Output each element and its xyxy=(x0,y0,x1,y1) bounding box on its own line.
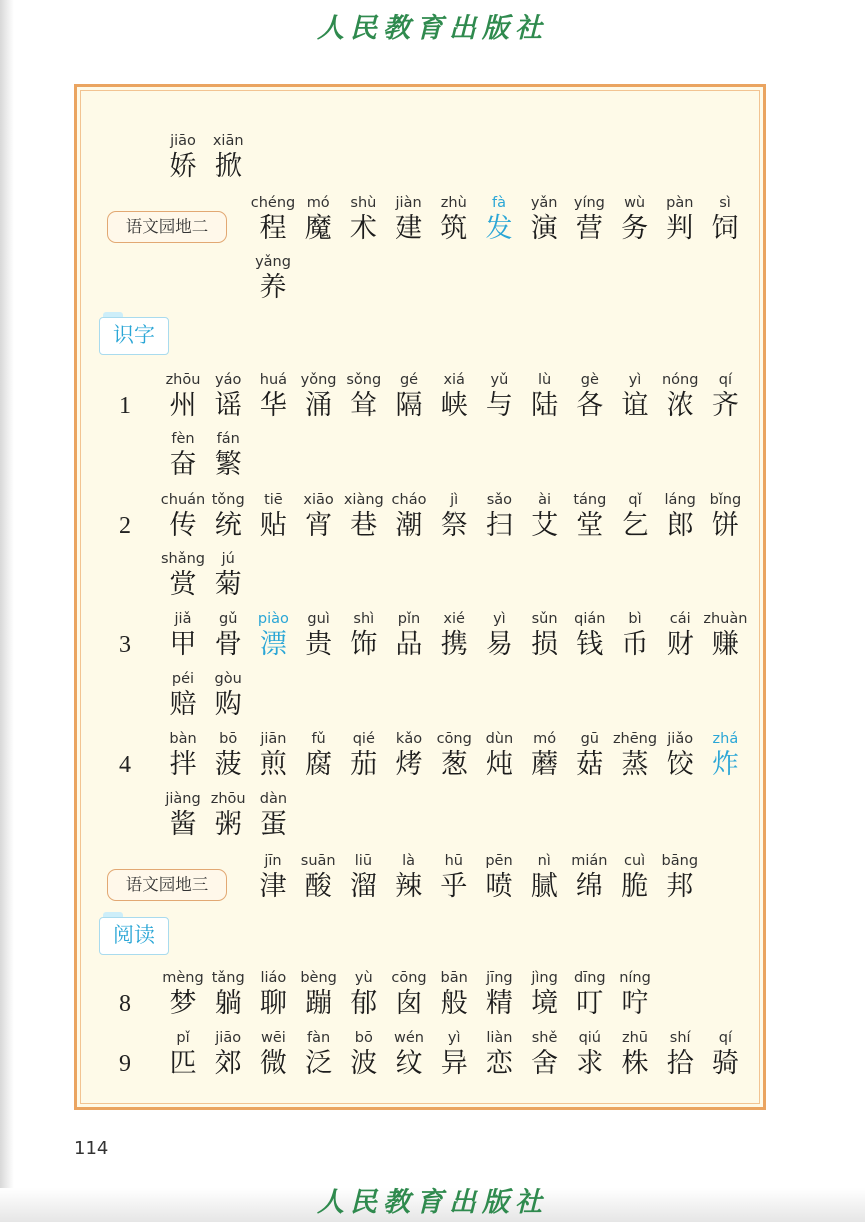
hanzi: 纹 xyxy=(395,1048,423,1079)
lesson-number: 8 xyxy=(119,991,131,1017)
hanzi: 陆 xyxy=(531,390,559,421)
lesson-number: 2 xyxy=(119,513,131,539)
hanzi: 谣 xyxy=(214,390,242,421)
hanzi: 堂 xyxy=(576,510,604,541)
pinyin: dùn xyxy=(485,731,514,747)
pinyin: zhuàn xyxy=(703,611,748,627)
hanzi: 乎 xyxy=(440,871,468,902)
pinyin: tǎng xyxy=(211,970,245,986)
hanzi: 漂 xyxy=(259,629,287,660)
hanzi: 赚 xyxy=(711,629,739,660)
hanzi: 菠 xyxy=(214,749,242,780)
pinyin: yì xyxy=(447,1030,461,1046)
pinyin: láng xyxy=(664,492,696,508)
hanzi: 赏 xyxy=(169,569,197,600)
pinyin: xiān xyxy=(212,133,244,149)
pinyin: yíng xyxy=(573,195,605,211)
pinyin: shì xyxy=(353,611,375,627)
pinyin: jiāo xyxy=(215,1030,242,1046)
character-entry xyxy=(658,852,702,912)
character-entry xyxy=(206,550,250,610)
lesson-row xyxy=(77,1029,769,1089)
hanzi: 煎 xyxy=(259,749,287,780)
pinyin: jiāo xyxy=(170,133,196,149)
unit-heading-tag: 识字 xyxy=(99,317,169,355)
hanzi: 蛋 xyxy=(259,809,287,840)
hanzi: 传 xyxy=(169,510,197,541)
pinyin: mó xyxy=(533,731,557,747)
pinyin: tiē xyxy=(264,492,283,508)
hanzi: 腻 xyxy=(530,871,558,902)
hanzi: 甲 xyxy=(169,629,197,660)
lesson-row xyxy=(77,730,769,790)
pinyin: cōng xyxy=(436,731,472,747)
hanzi: 统 xyxy=(214,510,242,541)
continuation-row xyxy=(77,253,769,313)
hanzi: 脆 xyxy=(621,871,649,902)
hanzi: 叮 xyxy=(576,988,604,1019)
hanzi: 宵 xyxy=(305,510,333,541)
hanzi: 喷 xyxy=(485,871,513,902)
pinyin: liàn xyxy=(486,1030,513,1046)
hanzi: 躺 xyxy=(214,988,242,1019)
pinyin: gé xyxy=(399,372,419,388)
hanzi: 发 xyxy=(485,213,513,244)
hanzi: 骨 xyxy=(214,629,242,660)
language-garden-label: 语文园地三 xyxy=(107,869,227,901)
character-entry xyxy=(703,730,747,790)
pinyin: zhū xyxy=(622,1030,648,1046)
hanzi: 程 xyxy=(259,213,287,244)
lesson-number: 3 xyxy=(119,632,131,658)
hanzi: 匹 xyxy=(169,1048,197,1079)
hanzi: 涌 xyxy=(305,390,333,421)
hanzi: 炸 xyxy=(711,749,739,780)
pinyin: xié xyxy=(443,611,465,627)
pinyin: jì xyxy=(450,492,459,508)
hanzi: 购 xyxy=(214,689,242,720)
pinyin: fèn xyxy=(171,431,195,447)
pinyin: xiàng xyxy=(343,492,384,508)
hanzi: 隔 xyxy=(395,390,423,421)
pinyin: zhōu xyxy=(165,372,201,388)
character-entry xyxy=(206,670,250,730)
pinyin: shù xyxy=(350,195,377,211)
pinyin: jiān xyxy=(260,731,287,747)
lesson-row xyxy=(77,969,769,1029)
pinyin: xiá xyxy=(443,372,465,388)
pinyin: fàn xyxy=(307,1030,331,1046)
hanzi: 筑 xyxy=(440,213,468,244)
pinyin: qǐ xyxy=(628,492,642,508)
hanzi: 品 xyxy=(395,629,423,660)
pinyin: cuì xyxy=(623,853,646,869)
pinyin: yǒng xyxy=(300,372,337,388)
pinyin: qián xyxy=(574,611,606,627)
garden-row xyxy=(77,852,769,912)
hanzi: 菊 xyxy=(214,569,242,600)
pinyin: ài xyxy=(538,492,552,508)
pinyin: qí xyxy=(718,1030,732,1046)
pinyin: yù xyxy=(354,970,373,986)
hanzi: 华 xyxy=(259,390,287,421)
hanzi: 齐 xyxy=(711,390,739,421)
pinyin: chéng xyxy=(250,195,296,211)
hanzi: 演 xyxy=(530,213,558,244)
hanzi: 梦 xyxy=(169,988,197,1019)
hanzi: 聊 xyxy=(259,988,287,1019)
hanzi: 魔 xyxy=(304,213,332,244)
hanzi: 务 xyxy=(621,213,649,244)
hanzi: 祭 xyxy=(440,510,468,541)
pinyin: liáo xyxy=(260,970,287,986)
hanzi: 拌 xyxy=(169,749,197,780)
pinyin: yǔ xyxy=(490,372,509,388)
character-entry xyxy=(613,969,657,1029)
hanzi: 繁 xyxy=(214,449,242,480)
hanzi: 菇 xyxy=(576,749,604,780)
pinyin: suān xyxy=(300,853,336,869)
hanzi: 贵 xyxy=(305,629,333,660)
pinyin: là xyxy=(402,853,416,869)
pinyin: zhēng xyxy=(612,731,658,747)
hanzi: 绵 xyxy=(575,871,603,902)
page-edge-shadow xyxy=(0,0,14,1222)
pinyin: huá xyxy=(259,372,288,388)
pinyin: cái xyxy=(669,611,691,627)
pinyin: pǐ xyxy=(176,1030,190,1046)
hanzi: 蒸 xyxy=(621,749,649,780)
hanzi: 蹦 xyxy=(305,988,333,1019)
pinyin: sǔn xyxy=(531,611,558,627)
character-entry xyxy=(703,371,747,431)
hanzi: 株 xyxy=(621,1048,649,1079)
hanzi: 酸 xyxy=(304,871,332,902)
hanzi: 骑 xyxy=(711,1048,739,1079)
hanzi: 乞 xyxy=(621,510,649,541)
hanzi: 艾 xyxy=(531,510,559,541)
pinyin: fán xyxy=(216,431,240,447)
pinyin: hū xyxy=(444,853,463,869)
pinyin: sǒng xyxy=(346,372,382,388)
hanzi: 异 xyxy=(440,1048,468,1079)
pinyin: bō xyxy=(219,731,238,747)
hanzi: 烤 xyxy=(395,749,423,780)
hanzi: 贴 xyxy=(259,510,287,541)
character-entry xyxy=(703,491,747,551)
hanzi: 建 xyxy=(395,213,423,244)
character-entry xyxy=(703,194,747,254)
character-entry xyxy=(206,132,250,192)
pinyin: fǔ xyxy=(311,731,326,747)
hanzi: 携 xyxy=(440,629,468,660)
lesson-number: 1 xyxy=(119,393,131,419)
pinyin: dàn xyxy=(259,791,288,807)
garden-row xyxy=(77,194,769,254)
hanzi: 术 xyxy=(349,213,377,244)
hanzi: 浓 xyxy=(666,390,694,421)
hanzi: 粥 xyxy=(214,809,242,840)
hanzi: 葱 xyxy=(440,749,468,780)
pinyin: gòu xyxy=(214,671,242,687)
unit-heading-tag: 阅读 xyxy=(99,917,169,955)
lesson-row xyxy=(77,371,769,431)
character-entry xyxy=(206,430,250,490)
pinyin: jìng xyxy=(531,970,558,986)
pinyin: cōng xyxy=(391,970,427,986)
hanzi: 潮 xyxy=(395,510,423,541)
pinyin: bèng xyxy=(300,970,337,986)
vocabulary-table-frame xyxy=(74,84,766,1110)
continuation-row xyxy=(77,430,769,490)
hanzi: 郎 xyxy=(666,510,694,541)
pinyin: wēi xyxy=(260,1030,286,1046)
pinyin: jīn xyxy=(264,853,282,869)
pinyin: yì xyxy=(493,611,506,627)
pinyin: cháo xyxy=(391,492,427,508)
pinyin: mián xyxy=(571,853,608,869)
hanzi: 茄 xyxy=(350,749,378,780)
character-entry xyxy=(703,1029,747,1089)
pinyin: gǔ xyxy=(218,611,238,627)
character-entry xyxy=(251,253,295,313)
pinyin: wù xyxy=(624,195,646,211)
hanzi: 巷 xyxy=(350,510,378,541)
hanzi: 饲 xyxy=(711,213,739,244)
hanzi: 囱 xyxy=(395,988,423,1019)
pinyin: sǎo xyxy=(486,492,513,508)
hanzi: 酱 xyxy=(169,809,197,840)
page-number: 114 xyxy=(74,1138,109,1159)
hanzi: 各 xyxy=(576,390,604,421)
hanzi: 蘑 xyxy=(531,749,559,780)
pinyin: bì xyxy=(628,611,642,627)
pinyin: jiǎo xyxy=(667,731,694,747)
pinyin: zhù xyxy=(440,195,467,211)
continuation-row xyxy=(77,550,769,610)
hanzi: 咛 xyxy=(621,988,649,1019)
hanzi: 精 xyxy=(485,988,513,1019)
hanzi: 津 xyxy=(259,871,287,902)
hanzi: 恋 xyxy=(485,1048,513,1079)
hanzi: 州 xyxy=(169,390,197,421)
pinyin: nì xyxy=(537,853,551,869)
hanzi: 般 xyxy=(440,988,468,1019)
hanzi: 币 xyxy=(621,629,649,660)
pinyin: jiǎ xyxy=(174,611,192,627)
pinyin: gū xyxy=(580,731,599,747)
hanzi: 邦 xyxy=(666,871,694,902)
pinyin: yǎng xyxy=(255,254,291,270)
hanzi: 境 xyxy=(531,988,559,1019)
pinyin: piào xyxy=(257,611,289,627)
pinyin: pàn xyxy=(666,195,694,211)
pinyin: tǒng xyxy=(211,492,245,508)
pinyin: shǎng xyxy=(160,551,206,567)
hanzi: 营 xyxy=(575,213,603,244)
pinyin: shě xyxy=(531,1030,558,1046)
lesson-row xyxy=(77,610,769,670)
pinyin: qié xyxy=(352,731,375,747)
publisher-watermark-bottom: 人民教育出版社 xyxy=(317,1187,548,1218)
pinyin: zhá xyxy=(712,731,739,747)
pinyin: níng xyxy=(619,970,651,986)
hanzi: 财 xyxy=(666,629,694,660)
pinyin: bǐng xyxy=(709,492,742,508)
hanzi: 谊 xyxy=(621,390,649,421)
pinyin: nóng xyxy=(661,372,699,388)
hanzi: 泛 xyxy=(305,1048,333,1079)
language-garden-label: 语文园地二 xyxy=(107,211,227,243)
hanzi: 与 xyxy=(485,390,513,421)
lesson-row xyxy=(77,491,769,551)
pinyin: bān xyxy=(440,970,468,986)
pinyin: sì xyxy=(719,195,731,211)
pinyin: bō xyxy=(354,1030,373,1046)
hanzi: 郊 xyxy=(214,1048,242,1079)
pinyin: bàn xyxy=(169,731,197,747)
pinyin: lù xyxy=(537,372,552,388)
pinyin: táng xyxy=(573,492,607,508)
hanzi: 饺 xyxy=(666,749,694,780)
publisher-watermark-top: 人民教育出版社 xyxy=(317,13,548,44)
pinyin: bāng xyxy=(661,853,699,869)
pinyin: jiàn xyxy=(395,195,422,211)
hanzi: 求 xyxy=(576,1048,604,1079)
lesson-number: 9 xyxy=(119,1051,131,1077)
character-entry xyxy=(703,610,747,670)
hanzi: 饰 xyxy=(350,629,378,660)
hanzi: 腐 xyxy=(305,749,333,780)
pinyin: yǎn xyxy=(530,195,558,211)
pinyin: jiàng xyxy=(165,791,201,807)
pinyin: pēn xyxy=(485,853,513,869)
pinyin: jú xyxy=(221,551,235,567)
continuation-row xyxy=(77,790,769,850)
pinyin: qí xyxy=(718,372,732,388)
character-entry xyxy=(251,790,295,850)
lesson-number: 4 xyxy=(119,752,131,778)
pinyin: jīng xyxy=(486,970,513,986)
hanzi: 拾 xyxy=(666,1048,694,1079)
hanzi: 奋 xyxy=(169,449,197,480)
pinyin: péi xyxy=(171,671,195,687)
pinyin: mèng xyxy=(162,970,204,986)
pinyin: mó xyxy=(306,195,330,211)
hanzi: 掀 xyxy=(214,151,242,182)
hanzi: 易 xyxy=(485,629,513,660)
pinyin: yì xyxy=(628,372,642,388)
pinyin: liū xyxy=(354,853,373,869)
pinyin: xiāo xyxy=(303,492,334,508)
hanzi: 钱 xyxy=(576,629,604,660)
hanzi: 赔 xyxy=(169,689,197,720)
pinyin: zhōu xyxy=(210,791,246,807)
hanzi: 扫 xyxy=(485,510,513,541)
hanzi: 波 xyxy=(350,1048,378,1079)
hanzi: 娇 xyxy=(169,151,197,182)
pinyin: fà xyxy=(492,195,506,211)
hanzi: 舍 xyxy=(531,1048,559,1079)
pinyin: wén xyxy=(394,1030,424,1046)
hanzi: 判 xyxy=(666,213,694,244)
hanzi: 峡 xyxy=(440,390,468,421)
hanzi: 耸 xyxy=(350,390,378,421)
pinyin: kǎo xyxy=(395,731,423,747)
pinyin: dīng xyxy=(573,970,606,986)
pinyin: yáo xyxy=(215,372,242,388)
hanzi: 微 xyxy=(259,1048,287,1079)
hanzi: 炖 xyxy=(485,749,513,780)
hanzi: 郁 xyxy=(350,988,378,1019)
hanzi: 饼 xyxy=(711,510,739,541)
pinyin: pǐn xyxy=(397,611,421,627)
hanzi: 养 xyxy=(259,272,287,303)
hanzi: 辣 xyxy=(395,871,423,902)
continuation-row xyxy=(77,670,769,730)
pinyin: guì xyxy=(307,611,330,627)
hanzi: 损 xyxy=(531,629,559,660)
pinyin: gè xyxy=(580,372,599,388)
pinyin: qiú xyxy=(578,1030,602,1046)
pinyin: chuán xyxy=(160,492,206,508)
continuation-row xyxy=(77,132,769,192)
pinyin: shí xyxy=(669,1030,691,1046)
hanzi: 溜 xyxy=(349,871,377,902)
